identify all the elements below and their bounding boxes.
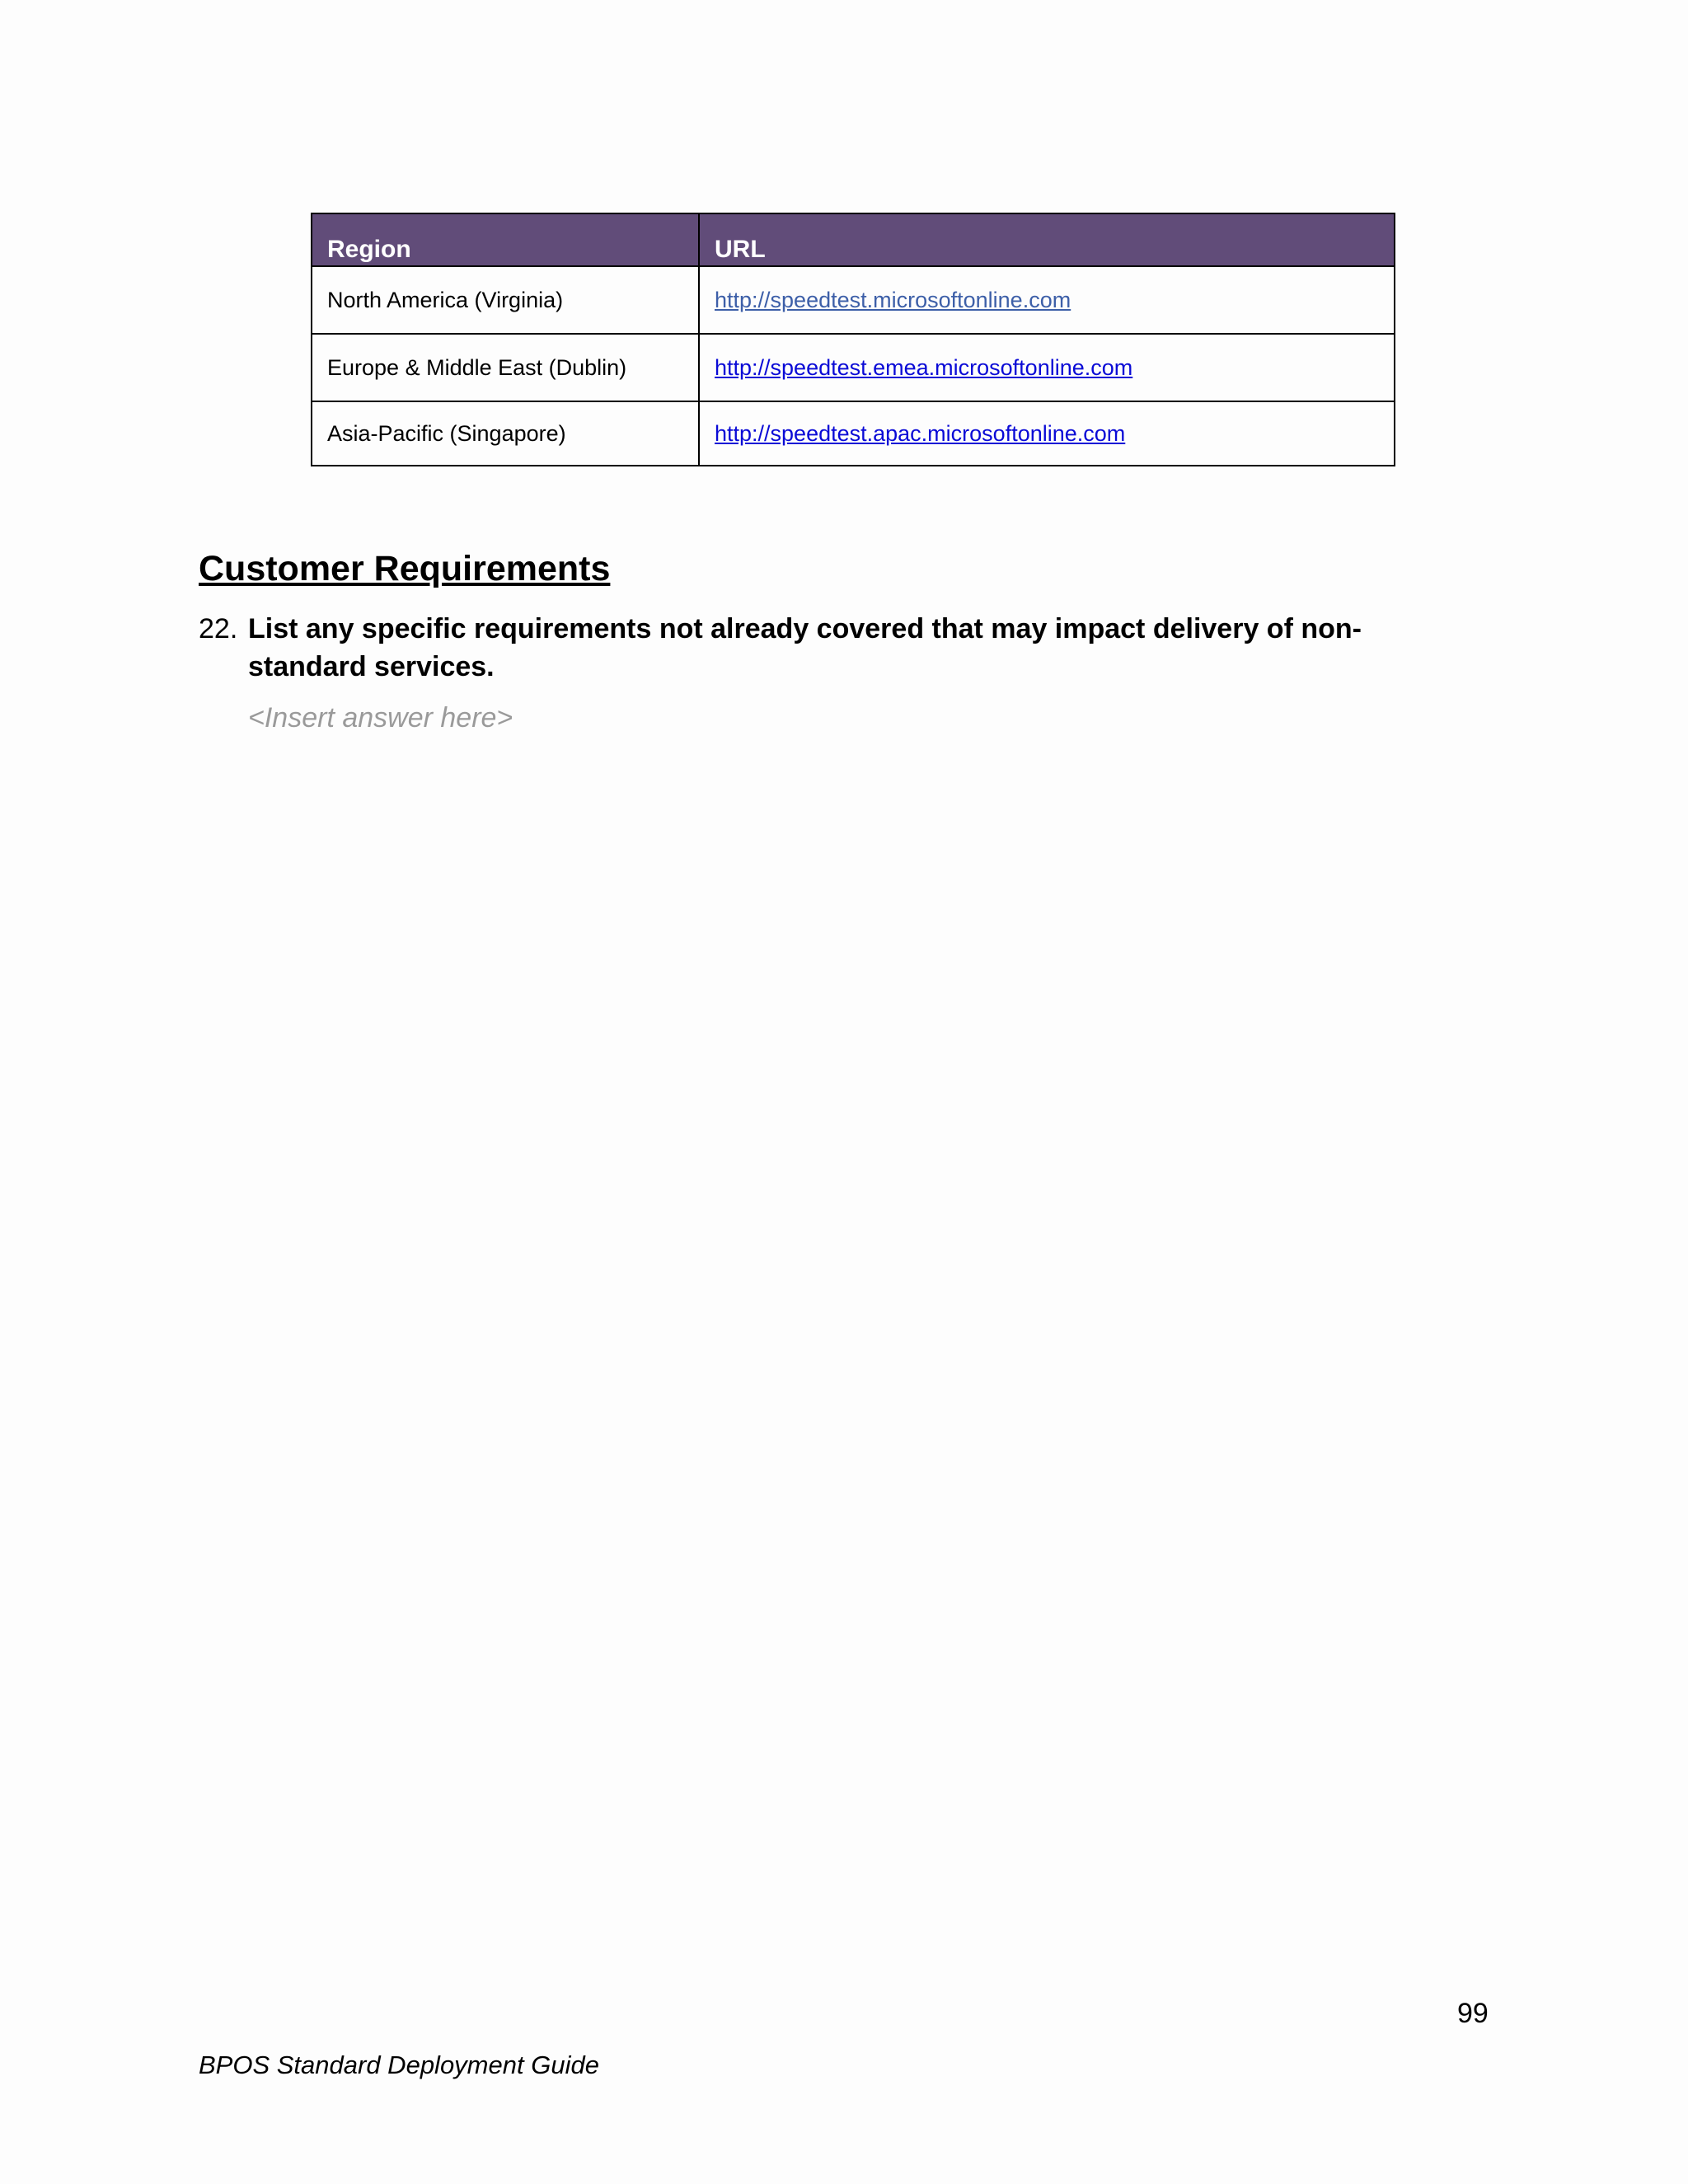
answer-placeholder[interactable]: <Insert answer here> — [248, 702, 513, 733]
url-cell — [699, 334, 1395, 401]
region-cell: North America (Virginia) — [312, 266, 699, 334]
region-cell: Asia-Pacific (Singapore) — [312, 401, 699, 466]
question-number: 22. — [199, 613, 238, 644]
speedtest-region-table — [311, 213, 1395, 466]
question-item — [199, 610, 1435, 686]
speedtest-link-asia-pacific[interactable]: http://speedtest.apac.microsoftonline.com — [715, 420, 1126, 446]
table-row — [312, 334, 1395, 401]
url-cell — [699, 266, 1395, 334]
section-heading: Customer Requirements — [199, 549, 611, 588]
url-column-header: URL — [699, 213, 1395, 266]
table-header-row — [312, 213, 1395, 266]
footer-document-title: BPOS Standard Deployment Guide — [199, 2050, 599, 2079]
region-cell: Europe & Middle East (Dublin) — [312, 334, 699, 401]
speedtest-link-north-america[interactable]: http://speedtest.microsoftonline.com — [715, 287, 1071, 312]
speedtest-link-europe[interactable]: http://speedtest.emea.microsoftonline.com — [715, 354, 1133, 380]
table-row — [312, 266, 1395, 334]
url-cell — [699, 401, 1395, 466]
page-number: 99 — [1457, 1998, 1489, 2029]
question-text: List any specific requirements not already covered that may impact delivery of non-standard services. — [248, 613, 1362, 682]
table-row — [312, 401, 1395, 466]
region-column-header: Region — [312, 213, 699, 266]
